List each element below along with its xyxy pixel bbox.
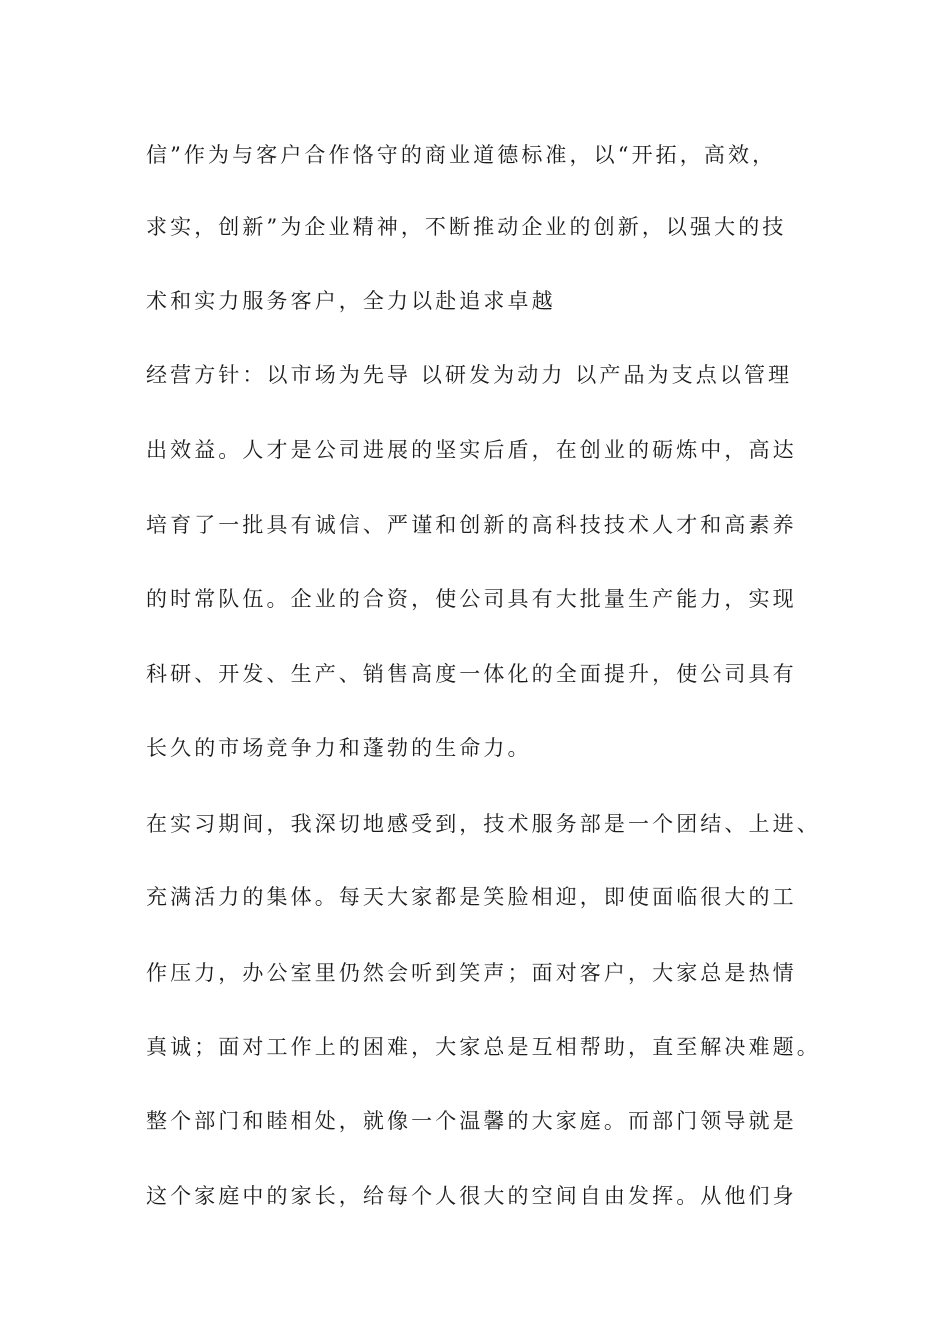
text-line: 培育了一批具有诚信、严谨和创新的高科技技术人才和高素养 [146, 513, 797, 537]
text-line: 长久的市场竞争力和蓬勃的生命力。 [146, 736, 532, 760]
text-line: 充满活力的集体。每天大家都是笑脸相迎，即使面临很大的工 [146, 885, 797, 909]
text-line: 求实，创新”为企业精神，不断推动企业的创新，以强大的技 [146, 215, 787, 239]
text-line: 信”作为与客户合作恪守的商业道德标准，以“开拓，高效， [146, 143, 777, 167]
text-line: 这个家庭中的家长，给每个人很大的空间自由发挥。从他们身 [146, 1184, 797, 1208]
text-line: 的时常队伍。企业的合资，使公司具有大批量生产能力，实现 [146, 587, 797, 611]
text-line: 经营方针：以市场为先导 以研发为动力 以产品为支点以管理 [146, 363, 793, 387]
text-line: 术和实力服务客户，全力以赴追求卓越 [146, 289, 556, 313]
text-line: 作压力，办公室里仍然会听到笑声；面对客户，大家总是热情 [146, 961, 797, 985]
text-line: 出效益。人才是公司进展的坚实后盾，在创业的砺炼中，高达 [146, 438, 797, 462]
text-line: 在实习期间，我深切地感受到，技术服务部是一个团结、上进、 [146, 812, 821, 836]
text-line: 整个部门和睦相处，就像一个温馨的大家庭。而部门领导就是 [146, 1109, 797, 1133]
text-line: 真诚；面对工作上的困难，大家总是互相帮助，直至解决难题。 [146, 1035, 821, 1059]
text-line: 科研、开发、生产、销售高度一体化的全面提升，使公司具有 [146, 662, 797, 686]
